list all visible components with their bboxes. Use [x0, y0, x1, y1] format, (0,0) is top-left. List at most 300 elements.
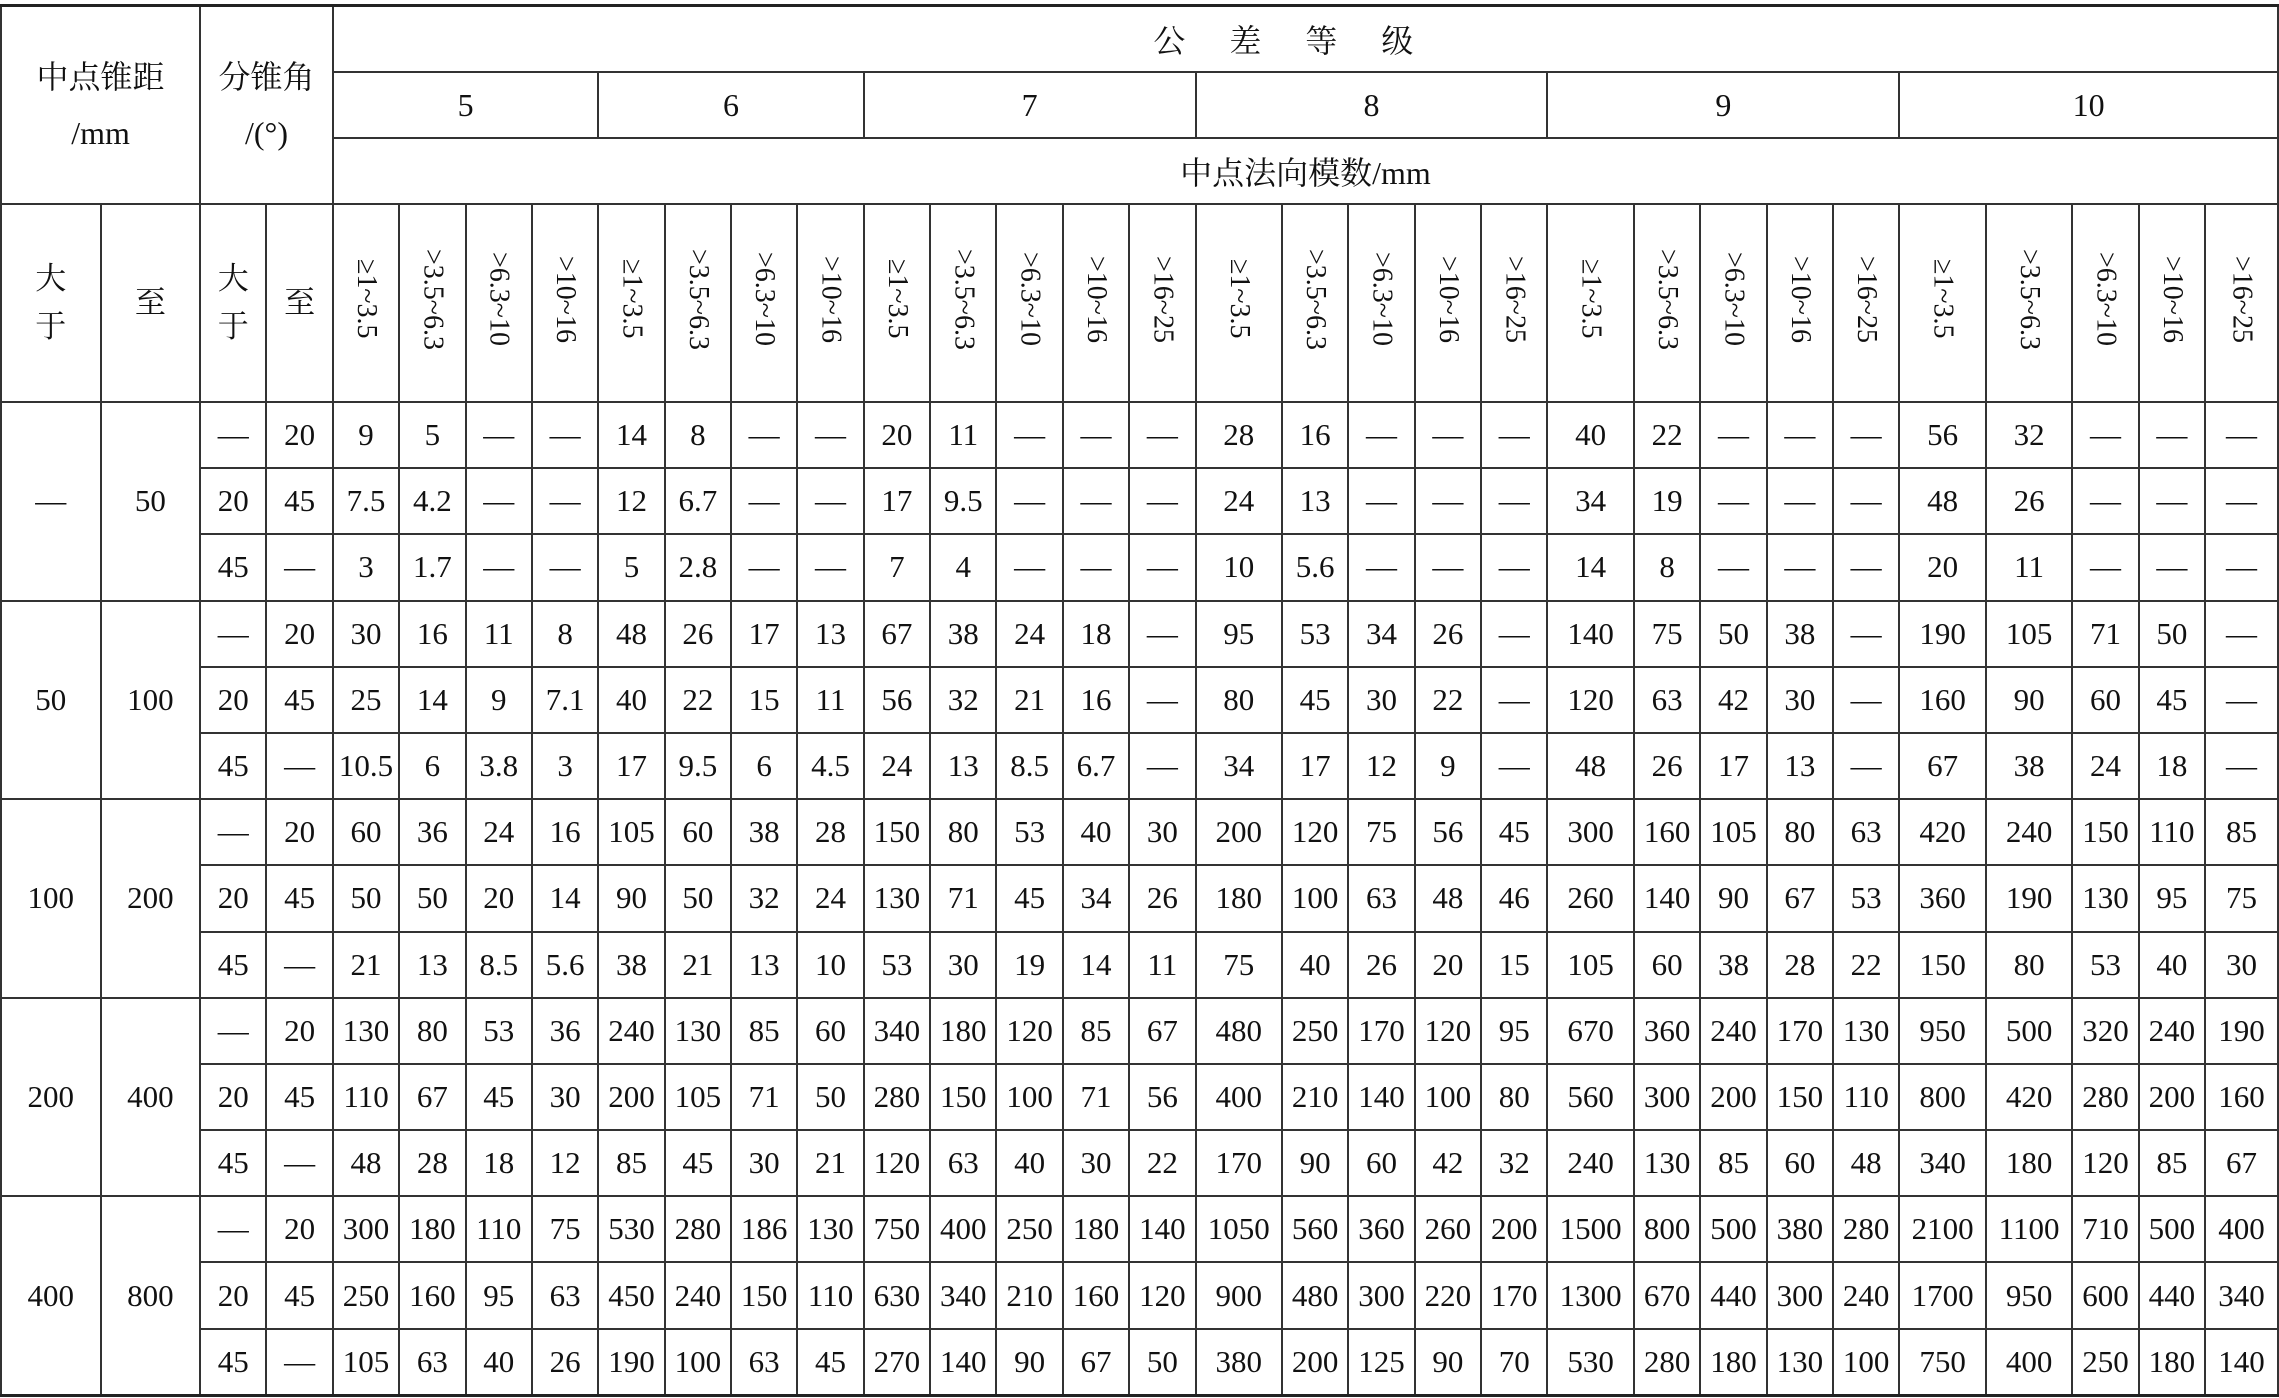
value-cell: 4.5 — [797, 733, 863, 799]
value-cell: 180 — [1063, 1196, 1129, 1262]
module-range-header — [1547, 204, 1633, 402]
value-cell: 130 — [1634, 1130, 1700, 1196]
value-cell: 170 — [1481, 1262, 1547, 1328]
distance-over-cell: 400 — [1, 1196, 101, 1395]
value-cell: 160 — [1899, 667, 1985, 733]
value-cell: 130 — [333, 998, 399, 1064]
value-cell: — — [1481, 601, 1547, 667]
value-cell: 9.5 — [930, 468, 996, 534]
value-cell: 240 — [598, 998, 664, 1064]
value-cell: 670 — [1634, 1262, 1700, 1328]
angle-over-cell: — — [200, 799, 266, 865]
value-cell: 320 — [2072, 998, 2138, 1064]
value-cell: 22 — [665, 667, 731, 733]
value-cell: — — [1063, 468, 1129, 534]
value-cell: 10.5 — [333, 733, 399, 799]
angle-over-cell: — — [200, 998, 266, 1064]
value-cell: 30 — [532, 1064, 598, 1130]
value-cell: 60 — [2072, 667, 2138, 733]
module-range-header — [930, 204, 996, 402]
value-cell: 45 — [665, 1130, 731, 1196]
value-cell: 200 — [598, 1064, 664, 1130]
value-cell: 340 — [864, 998, 930, 1064]
value-cell: 80 — [1196, 667, 1282, 733]
value-cell: 53 — [864, 932, 930, 998]
value-cell: 8.5 — [996, 733, 1062, 799]
value-cell: — — [1129, 601, 1195, 667]
value-cell: 13 — [731, 932, 797, 998]
value-cell: 340 — [930, 1262, 996, 1328]
value-cell: 300 — [1767, 1262, 1833, 1328]
value-cell: 60 — [1767, 1130, 1833, 1196]
value-cell: 16 — [1282, 402, 1348, 468]
value-cell: 360 — [1899, 865, 1985, 931]
table-row — [1, 667, 2278, 733]
angle-to-cell: 20 — [266, 601, 332, 667]
value-cell: 42 — [1700, 667, 1766, 733]
value-cell: 2.8 — [665, 534, 731, 600]
value-cell: 140 — [930, 1329, 996, 1396]
value-cell: 180 — [1986, 1130, 2072, 1196]
value-cell: 10 — [797, 932, 863, 998]
module-range-header — [864, 204, 930, 402]
value-cell: 140 — [1129, 1196, 1195, 1262]
value-cell: — — [1833, 601, 1899, 667]
value-cell: 150 — [2072, 799, 2138, 865]
value-cell: — — [1063, 402, 1129, 468]
value-cell: 75 — [2205, 865, 2278, 931]
value-cell: 45 — [1481, 799, 1547, 865]
value-cell: 85 — [1063, 998, 1129, 1064]
value-cell: 85 — [731, 998, 797, 1064]
value-cell: 130 — [1767, 1329, 1833, 1396]
value-cell: 3 — [532, 733, 598, 799]
distance-to-cell: 200 — [101, 799, 201, 998]
distance-over-cell: 200 — [1, 998, 101, 1197]
module-range-label: >6.3~10 — [1014, 252, 1046, 346]
value-cell: — — [2205, 601, 2278, 667]
value-cell: 11 — [1986, 534, 2072, 600]
value-cell: 45 — [996, 865, 1062, 931]
value-cell: 24 — [1196, 468, 1282, 534]
module-range-label: ≥1~3.5 — [616, 259, 648, 339]
value-cell: 90 — [1986, 667, 2072, 733]
value-cell: 150 — [1899, 932, 1985, 998]
value-cell: 120 — [1282, 799, 1348, 865]
value-cell: 48 — [598, 601, 664, 667]
value-cell: 67 — [864, 601, 930, 667]
value-cell: 25 — [333, 667, 399, 733]
value-cell: 45 — [2139, 667, 2205, 733]
value-cell: 75 — [532, 1196, 598, 1262]
module-range-label: ≥1~3.5 — [351, 259, 383, 339]
value-cell: 32 — [1986, 402, 2072, 468]
value-cell: 360 — [1634, 998, 1700, 1064]
angle-to-header: 至 — [266, 204, 332, 402]
value-cell: 80 — [1986, 932, 2072, 998]
value-cell: 110 — [1833, 1064, 1899, 1130]
value-cell: 90 — [598, 865, 664, 931]
value-cell: 15 — [1481, 932, 1547, 998]
value-cell: 13 — [1767, 733, 1833, 799]
value-cell: 200 — [1196, 799, 1282, 865]
value-cell: 220 — [1415, 1262, 1481, 1328]
module-range-label: >3.5~6.3 — [1300, 248, 1332, 350]
value-cell: 160 — [2205, 1064, 2278, 1130]
value-cell: — — [1767, 534, 1833, 600]
value-cell: 53 — [1282, 601, 1348, 667]
value-cell: 67 — [1767, 865, 1833, 931]
value-cell: — — [1833, 468, 1899, 534]
value-cell: 8 — [1634, 534, 1700, 600]
value-cell: 85 — [2139, 1130, 2205, 1196]
value-cell: 130 — [864, 865, 930, 931]
value-cell: 120 — [2072, 1130, 2138, 1196]
value-cell: 120 — [1547, 667, 1633, 733]
value-cell: 8.5 — [466, 932, 532, 998]
value-cell: 48 — [333, 1130, 399, 1196]
module-range-header — [532, 204, 598, 402]
value-cell: 40 — [1063, 799, 1129, 865]
angle-over-cell: 20 — [200, 1064, 266, 1130]
module-range-header — [399, 204, 465, 402]
value-cell: 18 — [2139, 733, 2205, 799]
value-cell: 130 — [665, 998, 731, 1064]
module-range-header — [466, 204, 532, 402]
angle-over-cell: 45 — [200, 1329, 266, 1396]
distance-to-cell: 800 — [101, 1196, 201, 1395]
value-cell: 22 — [1833, 932, 1899, 998]
value-cell: 56 — [1899, 402, 1985, 468]
value-cell: 32 — [731, 865, 797, 931]
value-cell: 67 — [2205, 1130, 2278, 1196]
value-cell: 560 — [1547, 1064, 1633, 1130]
value-cell: 75 — [1196, 932, 1282, 998]
value-cell: 8 — [665, 402, 731, 468]
value-cell: — — [2205, 534, 2278, 600]
table-row — [1, 799, 2278, 865]
value-cell: 140 — [1348, 1064, 1414, 1130]
value-cell: 26 — [1415, 601, 1481, 667]
value-cell: 30 — [1348, 667, 1414, 733]
value-cell: 40 — [996, 1130, 1062, 1196]
value-cell: 38 — [731, 799, 797, 865]
module-range-header — [996, 204, 1062, 402]
value-cell: — — [532, 402, 598, 468]
value-cell: 13 — [1282, 468, 1348, 534]
grade-10: 10 — [1899, 72, 2278, 138]
value-cell: 480 — [1282, 1262, 1348, 1328]
value-cell: — — [1348, 534, 1414, 600]
module-range-label: >10~16 — [1080, 255, 1112, 343]
value-cell: 480 — [1196, 998, 1282, 1064]
value-cell: 12 — [532, 1130, 598, 1196]
value-cell: 85 — [1700, 1130, 1766, 1196]
value-cell: 300 — [1348, 1262, 1414, 1328]
value-cell: 500 — [1986, 998, 2072, 1064]
value-cell: 63 — [532, 1262, 598, 1328]
value-cell: 200 — [2139, 1064, 2205, 1130]
table-row — [1, 998, 2278, 1064]
grade-7: 7 — [864, 72, 1196, 138]
value-cell: — — [532, 534, 598, 600]
value-cell: 48 — [1833, 1130, 1899, 1196]
value-cell: 9.5 — [665, 733, 731, 799]
value-cell: 71 — [2072, 601, 2138, 667]
value-cell: 30 — [930, 932, 996, 998]
value-cell: 210 — [1282, 1064, 1348, 1130]
value-cell: 13 — [930, 733, 996, 799]
value-cell: 170 — [1196, 1130, 1282, 1196]
value-cell: 14 — [399, 667, 465, 733]
value-cell: 11 — [930, 402, 996, 468]
module-range-label: >6.3~10 — [2090, 252, 2122, 346]
module-range-header — [797, 204, 863, 402]
value-cell: 30 — [1063, 1130, 1129, 1196]
value-cell: — — [1833, 402, 1899, 468]
value-cell: — — [466, 534, 532, 600]
value-cell: 24 — [864, 733, 930, 799]
value-cell: 7.5 — [333, 468, 399, 534]
module-range-header — [2072, 204, 2138, 402]
value-cell: 34 — [1547, 468, 1633, 534]
value-cell: 180 — [1196, 865, 1282, 931]
value-cell: 26 — [1129, 865, 1195, 931]
value-cell: 9 — [333, 402, 399, 468]
value-cell: — — [2139, 468, 2205, 534]
value-cell: 38 — [930, 601, 996, 667]
module-range-header — [1833, 204, 1899, 402]
value-cell: 4.2 — [399, 468, 465, 534]
value-cell: — — [2205, 468, 2278, 534]
value-cell: 240 — [665, 1262, 731, 1328]
value-cell: 60 — [1348, 1130, 1414, 1196]
value-cell: — — [1481, 534, 1547, 600]
value-cell: 63 — [1634, 667, 1700, 733]
module-range-header — [1129, 204, 1195, 402]
value-cell: 400 — [1986, 1329, 2072, 1396]
value-cell: 95 — [1196, 601, 1282, 667]
value-cell: 26 — [532, 1329, 598, 1396]
value-cell: 100 — [1282, 865, 1348, 931]
value-cell: 80 — [1767, 799, 1833, 865]
value-cell: 200 — [1282, 1329, 1348, 1396]
module-header: 中点法向模数/mm — [333, 138, 2278, 204]
angle-to-cell: — — [266, 932, 332, 998]
value-cell: 190 — [2205, 998, 2278, 1064]
value-cell: 40 — [598, 667, 664, 733]
value-cell: 34 — [1196, 733, 1282, 799]
value-cell: 30 — [1767, 667, 1833, 733]
value-cell: 30 — [1129, 799, 1195, 865]
value-cell: 150 — [731, 1262, 797, 1328]
value-cell: 60 — [333, 799, 399, 865]
value-cell: 60 — [665, 799, 731, 865]
value-cell: 38 — [598, 932, 664, 998]
value-cell: 125 — [1348, 1329, 1414, 1396]
angle-to-cell: — — [266, 1130, 332, 1196]
angle-to-cell: 20 — [266, 402, 332, 468]
value-cell: 95 — [466, 1262, 532, 1328]
value-cell: 150 — [1767, 1064, 1833, 1130]
value-cell: — — [2205, 733, 2278, 799]
value-cell: — — [2072, 534, 2138, 600]
module-range-label: ≥1~3.5 — [1223, 259, 1255, 339]
module-range-label: >10~16 — [2156, 255, 2188, 343]
value-cell: 750 — [864, 1196, 930, 1262]
value-cell: 10 — [1196, 534, 1282, 600]
value-cell: 6.7 — [665, 468, 731, 534]
value-cell: 150 — [864, 799, 930, 865]
value-cell: 48 — [1547, 733, 1633, 799]
value-cell: 260 — [1415, 1196, 1481, 1262]
value-cell: 400 — [2205, 1196, 2278, 1262]
value-cell: 440 — [1700, 1262, 1766, 1328]
value-cell: 300 — [1547, 799, 1633, 865]
value-cell: 140 — [1634, 865, 1700, 931]
value-cell: 105 — [665, 1064, 731, 1130]
module-range-label: >10~16 — [550, 255, 582, 343]
value-cell: 22 — [1415, 667, 1481, 733]
value-cell: 15 — [731, 667, 797, 733]
angle-over-cell: — — [200, 601, 266, 667]
value-cell: 560 — [1282, 1196, 1348, 1262]
value-cell: 85 — [2205, 799, 2278, 865]
distance-header: 中点锥距 /mm — [1, 6, 200, 205]
value-cell: 180 — [2139, 1329, 2205, 1396]
value-cell: 530 — [1547, 1329, 1633, 1396]
value-cell: 22 — [1129, 1130, 1195, 1196]
angle-over-cell: 20 — [200, 1262, 266, 1328]
module-range-header — [1282, 204, 1348, 402]
value-cell: 67 — [1899, 733, 1985, 799]
value-cell: — — [996, 468, 1062, 534]
value-cell: 4 — [930, 534, 996, 600]
value-cell: 11 — [1129, 932, 1195, 998]
value-cell: 3.8 — [466, 733, 532, 799]
value-cell: 120 — [1415, 998, 1481, 1064]
value-cell: 240 — [1986, 799, 2072, 865]
value-cell: 80 — [1481, 1064, 1547, 1130]
value-cell: 420 — [1986, 1064, 2072, 1130]
value-cell: 7.1 — [532, 667, 598, 733]
value-cell: 63 — [731, 1329, 797, 1396]
value-cell: 50 — [333, 865, 399, 931]
value-cell: 63 — [930, 1130, 996, 1196]
angle-to-cell: — — [266, 733, 332, 799]
value-cell: 380 — [1767, 1196, 1833, 1262]
angle-to-cell: 20 — [266, 799, 332, 865]
value-cell: 17 — [731, 601, 797, 667]
value-cell: 46 — [1481, 865, 1547, 931]
value-cell: 14 — [532, 865, 598, 931]
value-cell: — — [1415, 534, 1481, 600]
value-cell: 26 — [1986, 468, 2072, 534]
angle-over-cell: 45 — [200, 932, 266, 998]
value-cell: 45 — [797, 1329, 863, 1396]
value-cell: 36 — [399, 799, 465, 865]
value-cell: 240 — [1833, 1262, 1899, 1328]
value-cell: 53 — [1833, 865, 1899, 931]
value-cell: 63 — [1348, 865, 1414, 931]
value-cell: 17 — [864, 468, 930, 534]
value-cell: — — [1700, 534, 1766, 600]
distance-to-cell: 50 — [101, 402, 201, 601]
value-cell: 19 — [996, 932, 1062, 998]
value-cell: 90 — [1415, 1329, 1481, 1396]
value-cell: 80 — [399, 998, 465, 1064]
value-cell: 26 — [1348, 932, 1414, 998]
tolerance-table — [0, 4, 2279, 1397]
value-cell: 130 — [1833, 998, 1899, 1064]
value-cell: 530 — [598, 1196, 664, 1262]
angle-over-cell: 20 — [200, 865, 266, 931]
value-cell: 67 — [1063, 1329, 1129, 1396]
value-cell: 270 — [864, 1329, 930, 1396]
value-cell: 9 — [1415, 733, 1481, 799]
module-range-label: >6.3~10 — [749, 252, 781, 346]
tolerance-grade-header: 公差等级 — [333, 6, 2278, 73]
value-cell: 1500 — [1547, 1196, 1633, 1262]
value-cell: 130 — [797, 1196, 863, 1262]
value-cell: — — [2072, 402, 2138, 468]
value-cell: 24 — [797, 865, 863, 931]
value-cell: — — [1129, 534, 1195, 600]
value-cell: 24 — [2072, 733, 2138, 799]
angle-to-cell: 20 — [266, 998, 332, 1064]
value-cell: 180 — [399, 1196, 465, 1262]
value-cell: 190 — [598, 1329, 664, 1396]
value-cell: 56 — [1415, 799, 1481, 865]
value-cell: 5 — [598, 534, 664, 600]
value-cell: 260 — [1547, 865, 1633, 931]
value-cell: 7 — [864, 534, 930, 600]
value-cell: 13 — [797, 601, 863, 667]
value-cell: 71 — [1063, 1064, 1129, 1130]
value-cell: 200 — [1700, 1064, 1766, 1130]
value-cell: 160 — [399, 1262, 465, 1328]
value-cell: 60 — [1634, 932, 1700, 998]
module-range-header — [1415, 204, 1481, 402]
module-range-label: >10~16 — [1784, 255, 1816, 343]
value-cell: 105 — [1986, 601, 2072, 667]
angle-over-cell: — — [200, 402, 266, 468]
angle-to-cell: 45 — [266, 1262, 332, 1328]
value-cell: — — [1481, 667, 1547, 733]
value-cell: 150 — [930, 1064, 996, 1130]
distance-to-header: 至 — [101, 204, 201, 402]
value-cell: 56 — [1129, 1064, 1195, 1130]
module-range-header — [731, 204, 797, 402]
value-cell: 110 — [797, 1262, 863, 1328]
value-cell: 630 — [864, 1262, 930, 1328]
value-cell: 900 — [1196, 1262, 1282, 1328]
value-cell: 75 — [1348, 799, 1414, 865]
value-cell: 9 — [466, 667, 532, 733]
value-cell: 160 — [1634, 799, 1700, 865]
module-range-header — [1700, 204, 1766, 402]
value-cell: 140 — [2205, 1329, 2278, 1396]
value-cell: 11 — [466, 601, 532, 667]
value-cell: 1.7 — [399, 534, 465, 600]
value-cell: 70 — [1481, 1329, 1547, 1396]
value-cell: — — [731, 402, 797, 468]
value-cell: 500 — [2139, 1196, 2205, 1262]
value-cell: 50 — [399, 865, 465, 931]
distance-over-cell: — — [1, 402, 101, 601]
angle-to-cell: 45 — [266, 468, 332, 534]
value-cell: 14 — [598, 402, 664, 468]
